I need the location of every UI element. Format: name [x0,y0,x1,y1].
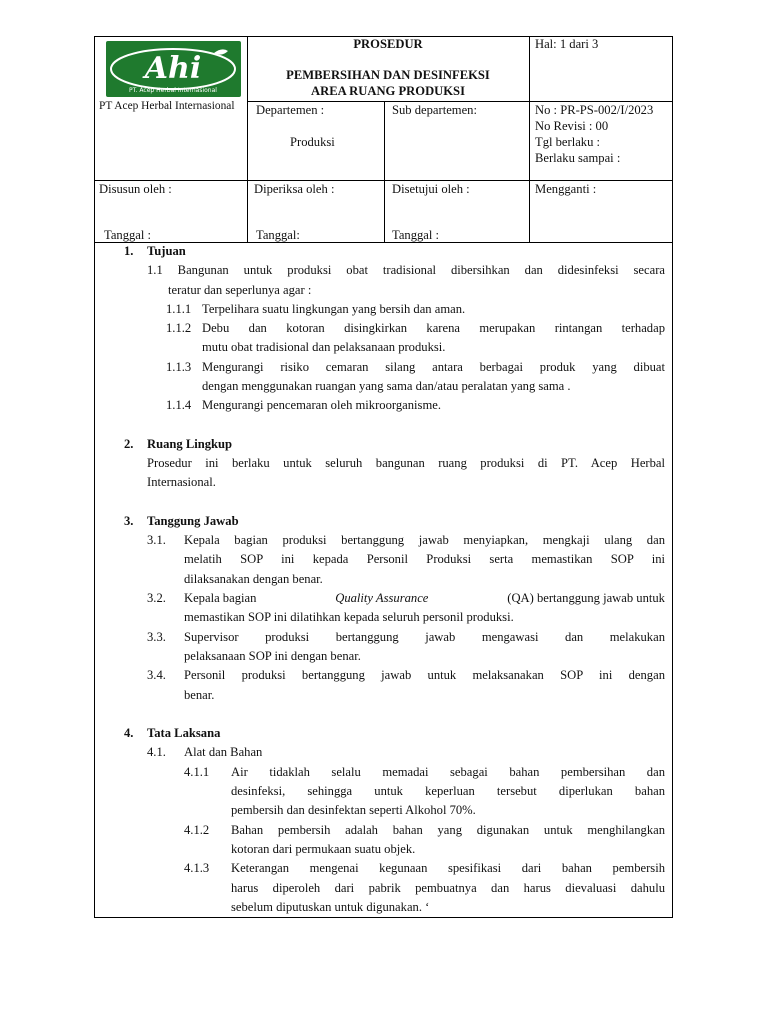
row-divider-2 [94,180,672,181]
sub-departemen-label: Sub departemen: [392,103,477,117]
valid-until: Berlaku sampai : [535,151,621,165]
item-4-1-3-line3: sebelum diputuskan untuk digunakan. ‘ [231,900,430,914]
item-1-1-1-text: Terpelihara suatu lingkungan yang bersih dan aman. [202,302,466,316]
item-1-1-4-number: 1.1.4 [166,398,192,412]
item-1-1-4-text: Mengurangi pencemaran oleh mikroorganisme. [202,398,441,412]
departemen-label: Departemen : [256,103,325,117]
prepared-date: Tanggal : [104,228,152,242]
company-name: PT Acep Herbal Internasional [99,100,235,112]
leaf-icon [214,49,228,54]
item-4-1-3-number: 4.1.3 [184,861,210,875]
prepared-by: Disusun oleh : [99,182,172,196]
item-3-2-line1 [184,589,665,608]
replaces: Mengganti : [535,182,597,196]
doc-title-line1: PEMBERSIHAN DAN DESINFEKSI [286,68,490,82]
row-divider-1 [247,101,672,102]
item-4-1-3-line2: harus diperoleh dari pabrik pembuatnya dan harus dievaluasi dahulu [231,881,665,895]
item-3-1-line1: Kepala bagian produksi bertanggung jawab menyiapkan, mengkaji ulang dan [184,533,665,547]
company-logo [106,41,241,97]
item-1-1-2-line1: Debu dan kotoran disingkirkan karena merupakan rintangan terhadap [202,321,665,335]
logo-subtext: PT. Acep Herbal Internasional [129,87,217,94]
item-1-1-1-number: 1.1.1 [166,302,192,316]
document-number: No : PR-PS-002/I/2023 [535,103,654,117]
item-4-1-2-number: 4.1.2 [184,823,210,837]
section-2-number: 2. [124,437,134,451]
item-4-1-1-line3: pembersih dan desinfektan seperti Alkohol 70%. [231,803,476,817]
item-4-1-2-line1: Bahan pembersih adalah bahan yang digunakan untuk menghilangkan [231,823,665,837]
paragraph-1-1-line1: 1.1 Bangunan untuk produksi obat tradisional dibersihkan dan didesinfeksi secara [147,263,665,277]
effective-date: Tgl berlaku : [535,135,601,149]
prosedur-label: PROSEDUR [353,37,423,51]
section-2-title: Ruang Lingkup [147,437,233,451]
checked-by: Diperiksa oleh : [254,182,335,196]
approved-date: Tanggal : [392,228,440,242]
doc-title-line2: AREA RUANG PRODUKSI [311,84,465,98]
item-3-3-line1: Supervisor produksi bertanggung jawab mengawasi dan melakukan [184,630,665,644]
col-divider-3 [529,36,530,243]
item-4-1-1-number: 4.1.1 [184,765,210,779]
item-3-1-number: 3.1. [147,533,166,547]
item-3-4-line2: benar. [184,688,215,702]
item-3-2-text-qa: Quality Assurance [335,591,429,605]
section-3-title: Tanggung Jawab [147,514,239,528]
section-1-title: Tujuan [147,244,186,258]
item-4-1-1-line1: Air tidaklah selalu memadai sebagai bahan pembersihan dan [231,765,665,779]
item-1-1-2-number: 1.1.2 [166,321,192,335]
item-3-3-line2: pelaksanaan SOP ini dengan benar. [184,649,361,663]
item-3-4-line1: Personil produksi bertanggung jawab untuk melaksanakan SOP ini dengan [184,668,665,682]
item-3-1-line2: melatih SOP ini kepada Personil Produksi serta memastikan SOP ini [184,552,665,566]
item-3-1-line3: dilaksanakan dengan benar. [184,572,323,586]
section-4-title: Tata Laksana [147,726,221,740]
page-number: Hal: 1 dari 3 [535,37,599,51]
item-1-1-3-line1: Mengurangi risiko cemaran silang antara berbagai produk yang dibuat [202,360,665,374]
item-3-2-text-b: (QA) bertanggung jawab untuk [507,591,665,605]
item-4-1-text: Alat dan Bahan [184,745,263,759]
section-3-number: 3. [124,514,134,528]
paragraph-1-1-line2: teratur dan seperlunya agar : [168,283,312,297]
section-4-number: 4. [124,726,134,740]
item-4-1-2-line2: kotoran dari permukaan suatu objek. [231,842,416,856]
item-4-1-3-line1: Keterangan mengenai kegunaan spesifikasi dari bahan pembersih [231,861,665,875]
item-3-2-line2: memastikan SOP ini dilatihkan kepada seluruh personil produksi. [184,610,514,624]
item-4-1-1-line2: desinfeksi, sehingga untuk keperluan tersebut diperlukan bahan [231,784,665,798]
section-2-line1: Prosedur ini berlaku untuk seluruh bangunan ruang produksi di PT. Acep Herbal [147,456,665,470]
item-4-1-number: 4.1. [147,745,166,759]
revision-number: No Revisi : 00 [535,119,609,133]
item-1-1-3-line2: dengan menggunakan ruangan yang sama dan/atau peralatan yang sama . [202,379,571,393]
item-3-3-number: 3.3. [147,630,166,644]
section-1-number: 1. [124,244,134,258]
item-1-1-3-number: 1.1.3 [166,360,192,374]
departemen-value: Produksi [290,135,335,149]
item-3-4-number: 3.4. [147,668,166,682]
item-3-2-number: 3.2. [147,591,166,605]
item-3-2-text-a: Kepala bagian [184,591,257,605]
item-1-1-2-line2: mutu obat tradisional dan pelaksanaan produksi. [202,340,446,354]
section-2-line2: Internasional. [147,475,216,489]
checked-date: Tanggal: [256,228,300,242]
col-divider-2 [384,101,385,243]
logo-wordmark: Ahi [144,51,202,86]
approved-by: Disetujui oleh : [392,182,470,196]
